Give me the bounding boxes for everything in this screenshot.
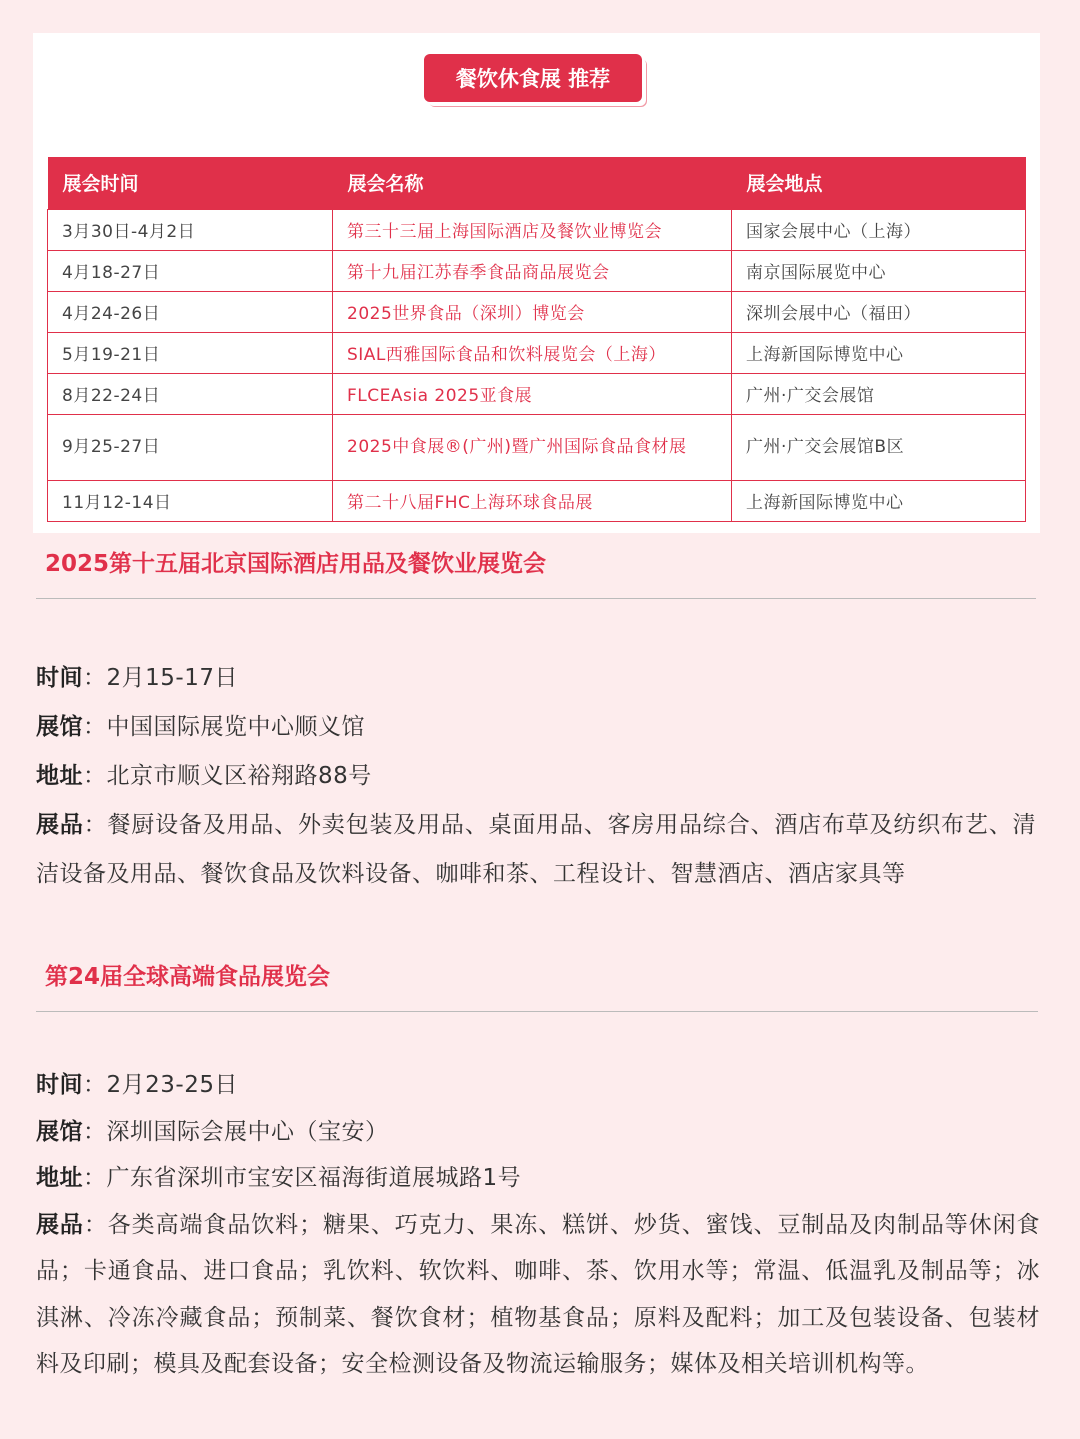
- hall-line: 展馆：深圳国际会展中心（宝安）: [36, 1118, 389, 1145]
- cell-location: 南京国际展览中心: [732, 250, 1026, 291]
- cell-date: 4月18-27日: [48, 250, 333, 291]
- cell-location: 广州·广交会展馆B区: [732, 414, 1026, 480]
- section-title: 第24届全球高端食品展览会: [45, 964, 331, 990]
- cell-location: 广州·广交会展馆: [732, 373, 1026, 414]
- exhibition-table: [47, 157, 1026, 522]
- table-row: [48, 373, 1026, 414]
- time-line: 时间：2月23-25日: [36, 1072, 238, 1098]
- divider: [36, 1011, 1038, 1012]
- cell-name: FLCEAsia 2025亚食展: [333, 373, 732, 414]
- items-line: 展品：各类高端食品饮料；糖果、巧克力、果冻、糕饼、炒货、蜜饯、豆制品及肉制品等休闲食品；卡通食品、进口食品；乳饮料、软饮料、咖啡、茶、饮用水等；常温、低温乳及制品等；冰淇淋、冷冻冷藏食品；预制菜、餐饮食材；植物基食品；原料及配料；加工及包装设备、包装材料及印刷；模具及配套设备；安全检测设备及物流运输服务；媒体及相关培训机构等。: [36, 1211, 1041, 1377]
- address-line: 地址：广东省深圳市宝安区福海街道展城路1号: [36, 1165, 522, 1191]
- divider: [36, 598, 1036, 599]
- cell-name: 2025世界食品（深圳）博览会: [333, 291, 732, 332]
- table-row: [48, 480, 1026, 521]
- cell-name: 第十九届江苏春季食品商品展览会: [333, 250, 732, 291]
- cell-location: 上海新国际博览中心: [732, 332, 1026, 373]
- cell-date: 9月25-27日: [48, 414, 333, 480]
- header-name: 展会名称: [333, 157, 732, 209]
- cell-name: 2025中食展®(广州)暨广州国际食品食材展: [333, 414, 732, 480]
- table-row: [48, 250, 1026, 291]
- cell-date: 11月12-14日: [48, 480, 333, 521]
- cell-name: 第二十八届FHC上海环球食品展: [333, 480, 732, 521]
- cell-location: 国家会展中心（上海）: [732, 209, 1026, 250]
- header-time: 展会时间: [48, 157, 333, 209]
- cell-date: 5月19-21日: [48, 332, 333, 373]
- items-line: 展品：餐厨设备及用品、外卖包装及用品、桌面用品、客房用品综合、酒店布草及纺织布艺、清洁设备及用品、餐饮食品及饮料设备、咖啡和茶、工程设计、智慧酒店、酒店家具等: [36, 812, 1037, 887]
- table-row: [48, 414, 1026, 480]
- section-badge: 餐饮休食展 推荐: [424, 54, 642, 102]
- cell-location: 上海新国际博览中心: [732, 480, 1026, 521]
- hall-line: 展馆：中国国际展览中心顺义馆: [36, 714, 365, 740]
- cell-location: 深圳会展中心（福田）: [732, 291, 1026, 332]
- cell-name: SIAL西雅国际食品和饮料展览会（上海）: [333, 332, 732, 373]
- cell-date: 4月24-26日: [48, 291, 333, 332]
- table-row: [48, 291, 1026, 332]
- cell-name: 第三十三届上海国际酒店及餐饮业博览会: [333, 209, 732, 250]
- time-line: 时间：2月15-17日: [36, 665, 238, 691]
- address-line: 地址：北京市顺义区裕翔路88号: [36, 763, 372, 789]
- cell-date: 3月30日-4月2日: [48, 209, 333, 250]
- cell-date: 8月22-24日: [48, 373, 333, 414]
- exhibition-section-1: [36, 545, 1036, 899]
- table-row: [48, 209, 1026, 250]
- header-location: 展会地点: [732, 157, 1026, 209]
- exhibition-section-2: [36, 958, 1041, 1388]
- table-row: [48, 332, 1026, 373]
- section-title: 2025第十五届北京国际酒店用品及餐饮业展览会: [45, 551, 547, 577]
